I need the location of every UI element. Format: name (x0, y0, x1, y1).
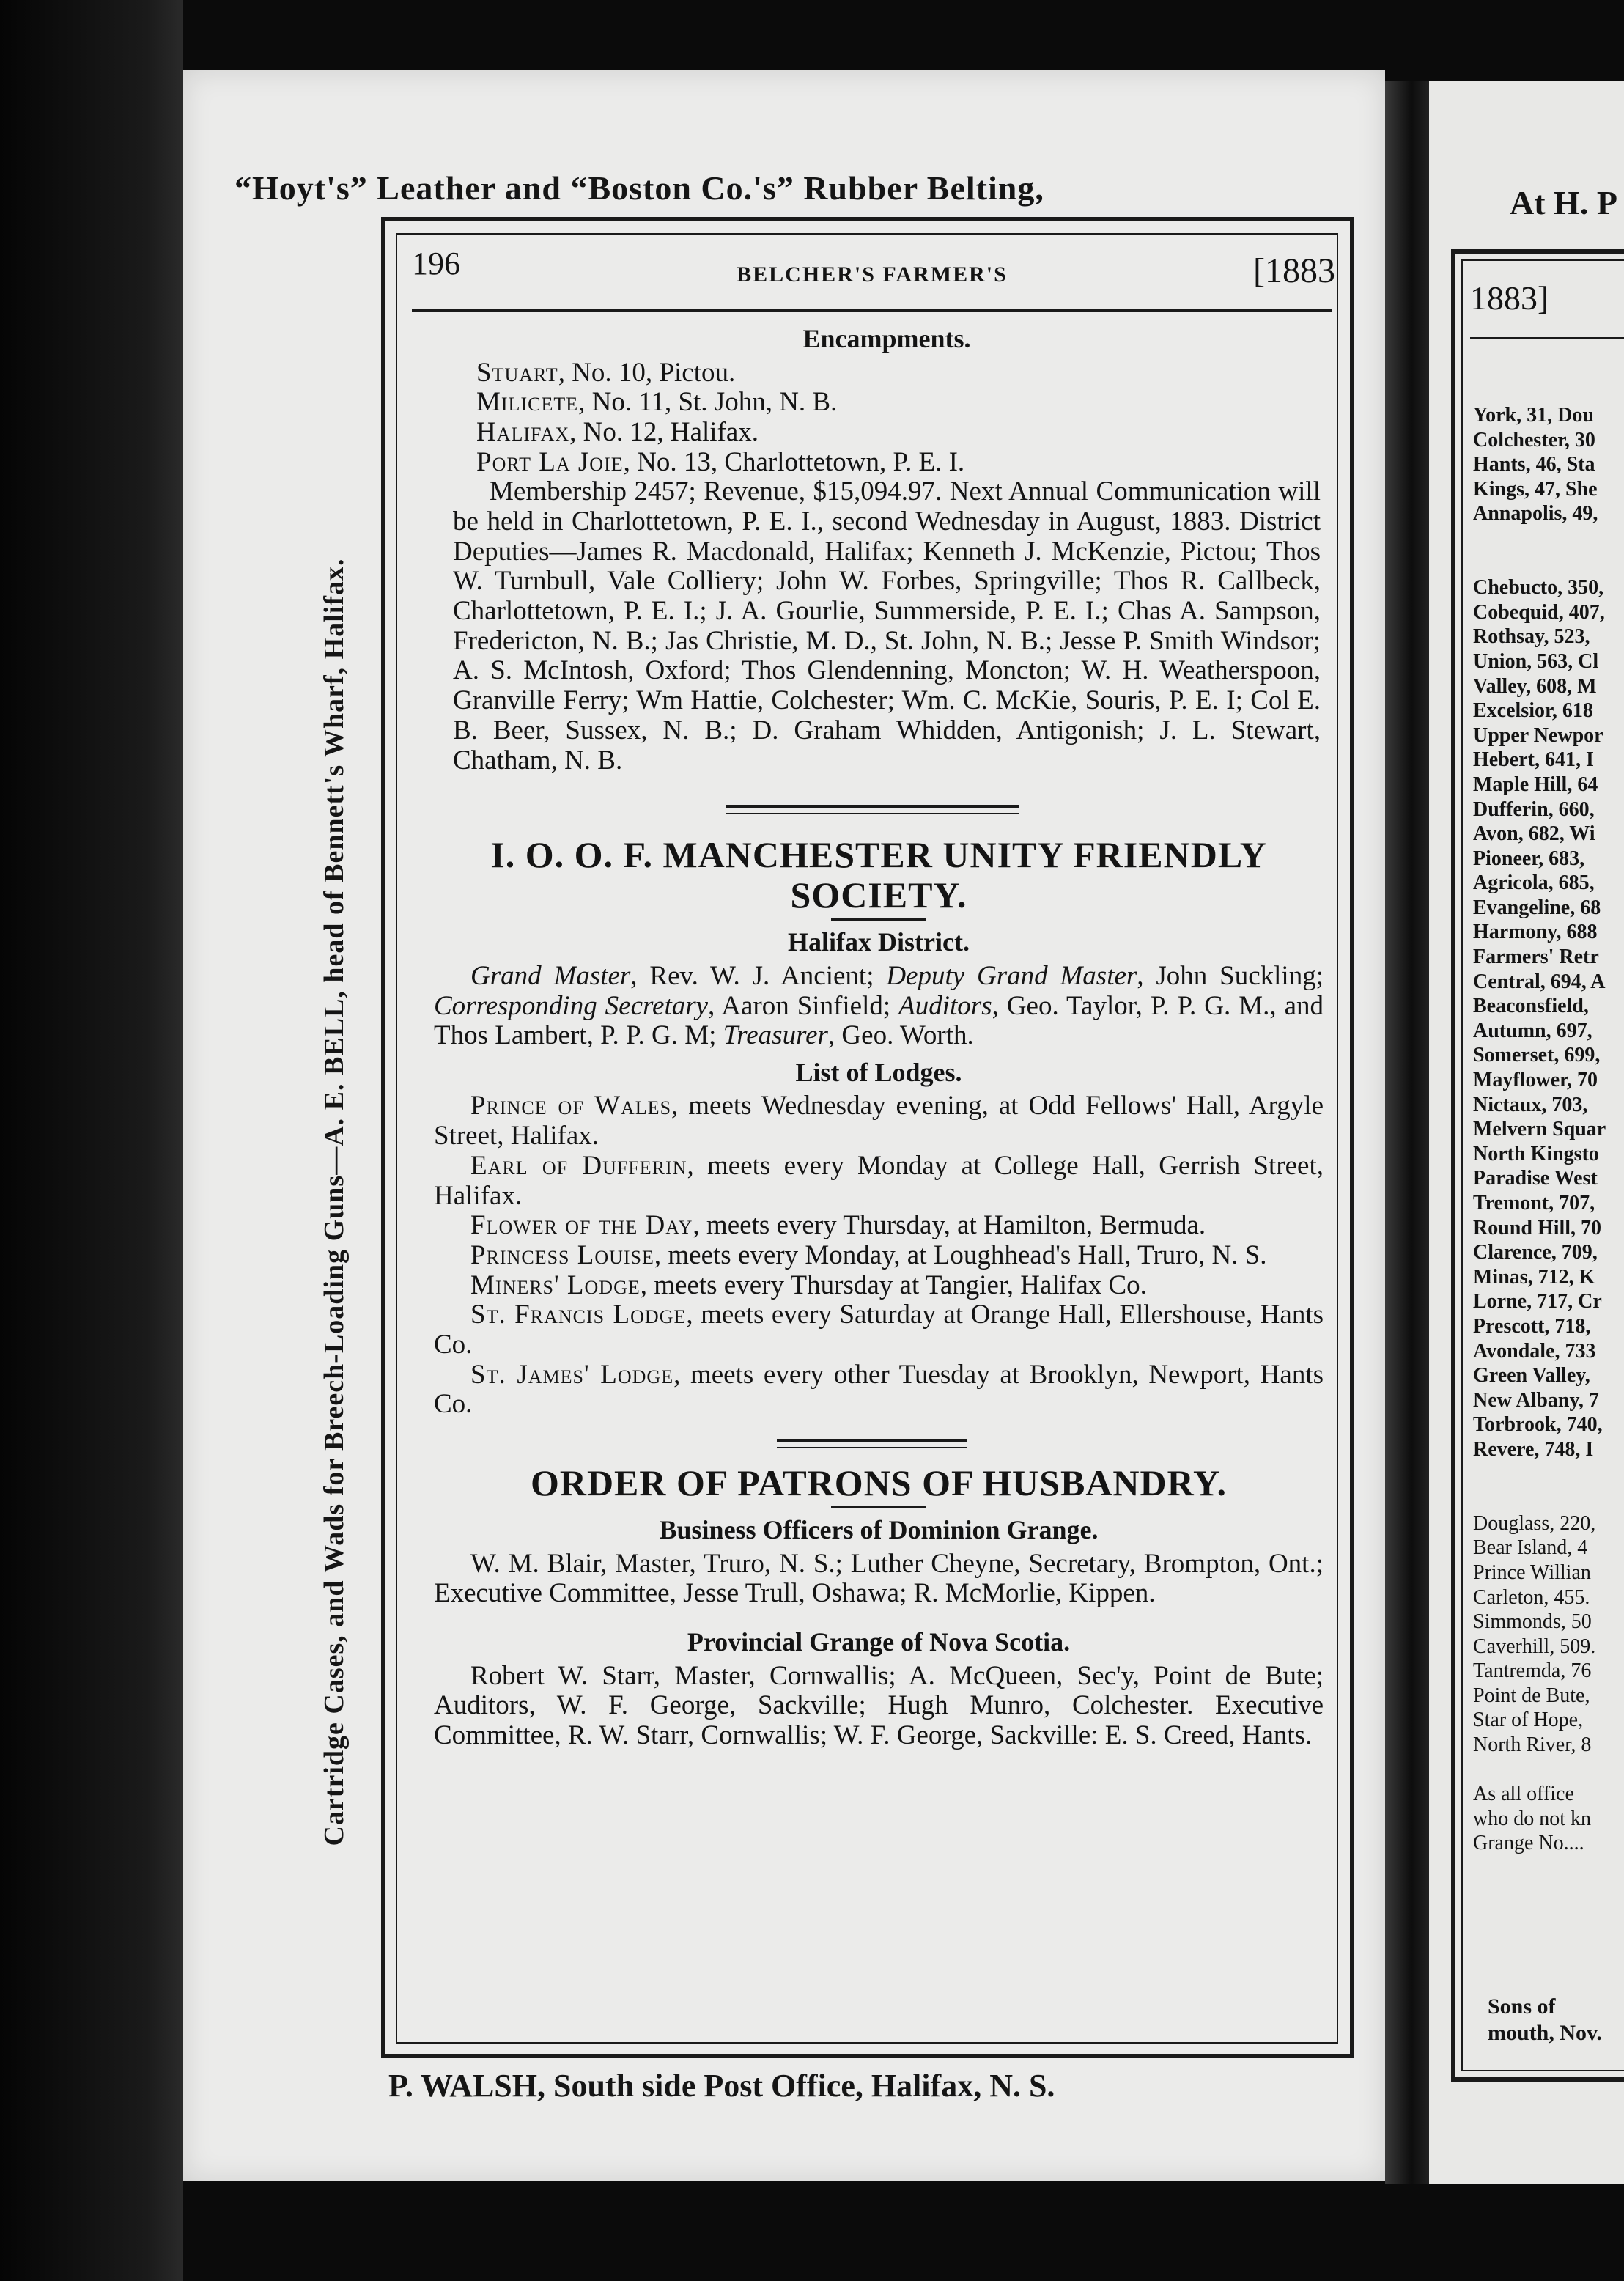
facing-page-line: Evangeline, 68 (1473, 896, 1601, 919)
section-divider (726, 805, 1019, 814)
encampments-heading: Encampments. (802, 324, 971, 353)
facing-page-line: Point de Bute, (1473, 1684, 1590, 1707)
membership-paragraph: Membership 2457; Revenue, $15,094.97. Next Annual Communication will be held in Charlottetown, P. E. I., second Wednesday in August, 1883. District Deputies—James R. Macdonald, Halifax; Kenneth J. McKenzie, Pictou; Thos W. Turnbull, Vale Colliery; John W. Forbes, Springville; Thos R. Callbeck, Charlottetown, P. E. I.; J. A. Gourlie, Summerside, P. E. I.; Chas A. Sampson, Fredericton, N. B.; Jas Christie, M. D., St. John, N. B.; Jesse P. Smith Windsor; A. S. McIntosh, Oxford; Thos Glendenning, Moncton; W. H. Weatherspoon, Granville Ferry; Wm Hattie, Colchester; Wm. C. McKie, Souris, P. E. I; Col E. B. Beer, Sussex, N. B.; D. Graham Whidden, Antigonish; J. L. Stewart, Chatham, N. B. (453, 476, 1321, 775)
facing-page-line: who do not kn (1473, 1807, 1591, 1830)
page-content (396, 242, 1348, 1751)
facing-page-line: Kings, 47, She (1473, 477, 1598, 501)
facing-page-line: Somerset, 699, (1473, 1044, 1601, 1067)
facing-page-line: Autumn, 697, (1473, 1019, 1592, 1042)
facing-page-blank-line (1473, 526, 1606, 551)
facing-page-blank-line (1473, 1758, 1606, 1783)
encampment-item: Milicete, No. 11, St. John, N. B. (476, 387, 838, 418)
facing-page-footer-line: mouth, Nov. (1488, 2021, 1602, 2045)
facing-page-line: Prescott, 718, (1473, 1314, 1591, 1338)
facing-page-header-rule (1470, 337, 1624, 339)
facing-page-line: Lorne, 717, Cr (1473, 1290, 1602, 1313)
facing-page-line: Cobequid, 407, (1473, 600, 1605, 624)
facing-page-line: Caverhill, 509. (1473, 1635, 1596, 1658)
facing-page-line: Farmers' Retr (1473, 946, 1599, 969)
section-divider (777, 1439, 967, 1448)
husbandry-title: ORDER OF PATRONS OF HUSBANDRY. (530, 1462, 1228, 1504)
bottom-advertisement: P. WALSH, South side Post Office, Halifax, N. S. (388, 2068, 1055, 2104)
facing-page-line: Carleton, 455. (1473, 1585, 1590, 1609)
facing-page-line: Beaconsfield, (1473, 995, 1589, 1018)
facing-page-blank-line (1473, 1462, 1606, 1487)
facing-page-line: Simmonds, 50 (1473, 1610, 1592, 1634)
facing-page-line: New Albany, 7 (1473, 1388, 1599, 1412)
manchester-unity-section (396, 835, 1348, 1420)
lodge-entry: St. James' Lodge, meets every other Tuesday at Brooklyn, Newport, Hants Co. (434, 1359, 1324, 1420)
lodge-entry: Earl of Dufferin, meets every Monday at College Hall, Gerrish Street, Halifax. (434, 1150, 1324, 1211)
page-header (396, 242, 1348, 301)
facing-page-line: Tremont, 707, (1473, 1192, 1595, 1215)
facing-page-line: Minas, 712, K (1473, 1265, 1595, 1289)
encampment-item: Port La Joie, No. 13, Charlottetown, P. E. I. (476, 446, 965, 477)
dominion-grange-officers: W. M. Blair, Master, Truro, N. S.; Luther Cheyne, Secretary, Brompton, Ont.; Executive Committee, Jesse Trull, Oshawa; R. McMorlie, Kippen. (434, 1548, 1324, 1609)
facing-page-line: Hebert, 641, I (1473, 748, 1594, 772)
side-advertisement: Cartridge Cases, and Wads for Breech-Loading Guns—A. E. BELL, head of Bennett's Wharf, Halifax. (319, 558, 350, 1846)
facing-page-blank-line (1473, 1486, 1606, 1511)
facing-page-line: Maple Hill, 64 (1473, 773, 1598, 796)
facing-page-line: Mayflower, 70 (1473, 1069, 1598, 1092)
book-binding-shadow (0, 0, 183, 2281)
facing-page-line: Agricola, 685, (1473, 872, 1595, 895)
facing-page-footer (1488, 1994, 1602, 2046)
facing-page-line: Prince Willian (1473, 1560, 1591, 1584)
facing-page-line: Colchester, 30 (1473, 428, 1595, 452)
dominion-grange-heading: Business Officers of Dominion Grange. (659, 1515, 1099, 1545)
facing-page-line: Annapolis, 49, (1473, 502, 1598, 526)
page-year: [1883 (1253, 251, 1335, 290)
facing-page-line: Torbrook, 740, (1473, 1413, 1603, 1437)
manchester-unity-title: I. O. O. F. MANCHESTER UNITY FRIENDLY SOCIETY. (490, 834, 1267, 916)
facing-page-footer-line: Sons of (1488, 1994, 1556, 2019)
facing-page-line: Upper Newpor (1473, 723, 1603, 747)
lodge-entry: St. Francis Lodge, meets every Saturday at Orange Hall, Ellershouse, Hants Co. (434, 1300, 1324, 1360)
lodge-entry: Prince of Wales, meets Wednesday evening, at Odd Fellows' Hall, Argyle Street, Halifax. (434, 1091, 1324, 1151)
running-title: BELCHER'S FARMER'S (737, 262, 1008, 287)
facing-page-line: Paradise West (1473, 1167, 1598, 1190)
facing-page-line: York, 31, Dou (1473, 404, 1594, 427)
encampment-item: Stuart, No. 10, Pictou. (476, 357, 736, 388)
facing-page-line: Star of Hope, (1473, 1709, 1584, 1732)
page-gutter (1385, 81, 1429, 2184)
facing-page-line: Avon, 682, Wi (1473, 822, 1595, 846)
facing-page-line: Round Hill, 70 (1473, 1216, 1602, 1239)
facing-page-lines (1473, 403, 1606, 1856)
facing-page-line: Central, 694, A (1473, 970, 1606, 993)
facing-page-blank-line (1473, 551, 1606, 576)
facing-page-line: Rothsay, 523, (1473, 625, 1590, 649)
facing-page-line: Douglass, 220, (1473, 1511, 1596, 1535)
provincial-grange-officers: Robert W. Starr, Master, Cornwallis; A. McQueen, Sec'y, Point de Bute; Auditors, W. F. George, Sackville; Hugh Munro, Colchester. Executive Committee, R. W. Starr, Cornwallis; W. F. George, Sackville: E. S. Creed, Hants. (434, 1660, 1324, 1750)
header-rule (412, 309, 1332, 312)
title-underline (831, 918, 926, 921)
facing-page-line: North River, 8 (1473, 1733, 1592, 1757)
encampment-item: Halifax, No. 12, Halifax. (476, 416, 759, 447)
halifax-district-heading: Halifax District. (788, 927, 970, 957)
lodge-entry: Princess Louise, meets every Monday, at Loughhead's Hall, Truro, N. S. (470, 1239, 1267, 1270)
facing-page-line: As all office (1473, 1783, 1574, 1806)
facing-page-line: Excelsior, 618 (1473, 699, 1593, 723)
district-officers: Grand Master, Rev. W. J. Ancient; Deputy Grand Master, John Suckling; Corresponding Secretary, Aaron Sinfield; Auditors, Geo. Taylor, P. P. G. M., and Thos Lambert, P. P. G. M; Treasurer, Geo. Worth. (434, 960, 1324, 1051)
facing-page-top-advertisement: At H. P (1510, 184, 1617, 221)
encampments-section (396, 325, 1348, 775)
list-of-lodges-heading: List of Lodges. (795, 1057, 962, 1087)
facing-page-line: Clarence, 709, (1473, 1241, 1598, 1264)
facing-page-line: Melvern Squar (1473, 1118, 1606, 1141)
facing-page-line: Chebucto, 350, (1473, 576, 1604, 600)
facing-page-line: Revere, 748, I (1473, 1437, 1594, 1461)
facing-page-line: North Kingsto (1473, 1142, 1599, 1165)
top-advertisement: “Hoyt's” Leather and “Boston Co.'s” Rubber Belting, (235, 169, 1044, 207)
facing-page-line: Harmony, 688 (1473, 921, 1598, 944)
facing-page-line: Hants, 46, Sta (1473, 453, 1595, 476)
facing-page-line: Tantremda, 76 (1473, 1659, 1592, 1683)
facing-page-line: Avondale, 733 (1473, 1339, 1596, 1363)
facing-page-197 (1429, 81, 1624, 2184)
facing-page-line: Union, 563, Cl (1473, 649, 1599, 673)
facing-page-line: Grange No.... (1473, 1832, 1584, 1855)
lodge-entry: Flower of the Day, meets every Thursday, at Hamilton, Bermuda. (470, 1210, 1206, 1241)
title-underline (831, 1506, 926, 1508)
facing-page-year: 1883] (1470, 279, 1549, 317)
facing-page-line: Nictaux, 703, (1473, 1093, 1588, 1116)
page-number: 196 (412, 246, 460, 281)
facing-page-line: Green Valley, (1473, 1364, 1590, 1388)
facing-page-line: Pioneer, 683, (1473, 847, 1585, 870)
facing-page-line: Bear Island, 4 (1473, 1536, 1588, 1560)
lodge-entry: Miners' Lodge, meets every Thursday at Tangier, Halifax Co. (470, 1270, 1147, 1300)
husbandry-section (396, 1463, 1348, 1751)
provincial-grange-heading: Provincial Grange of Nova Scotia. (687, 1627, 1071, 1657)
facing-page-line: Dufferin, 660, (1473, 797, 1595, 821)
side-advertisement-container (290, 344, 378, 2060)
facing-page-line: Valley, 608, M (1473, 674, 1597, 698)
